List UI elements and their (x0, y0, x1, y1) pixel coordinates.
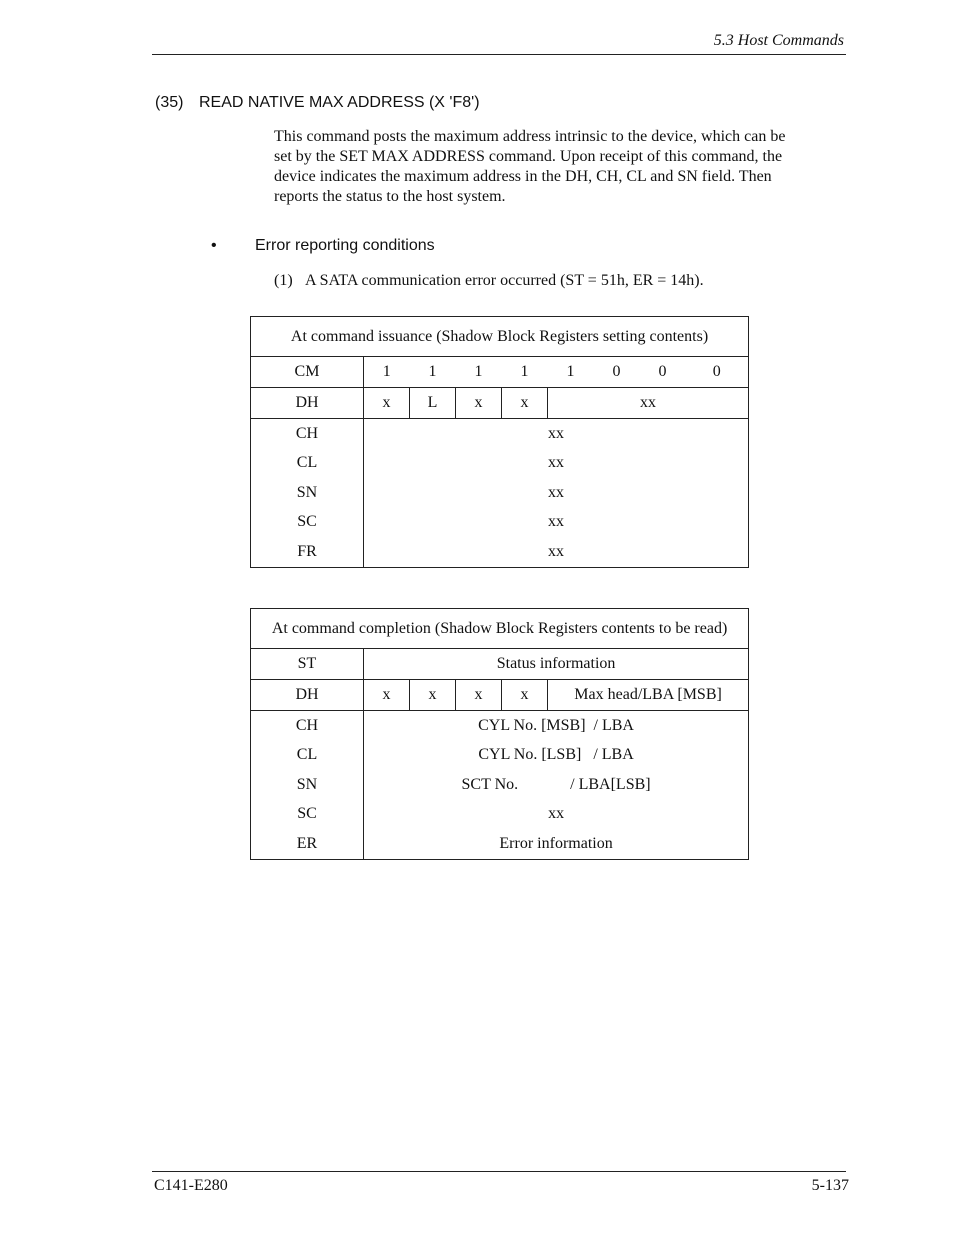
register-label-cl: CL (251, 449, 364, 479)
register-value-sn (364, 770, 749, 800)
cm-bit: 0 (594, 357, 640, 388)
register-label-er: ER (251, 829, 364, 859)
register-label-ch: CH (251, 419, 364, 449)
cyl-msb-value: CYL No. [MSB] / LBA (478, 716, 634, 734)
register-label-cm: CM (251, 357, 364, 388)
cm-bit: 1 (548, 357, 594, 388)
cm-bit: 0 (686, 357, 749, 388)
condition-text: A SATA communication error occurred (ST = 51h, ER = 14h). (305, 272, 704, 289)
document-id: C141-E280 (154, 1177, 228, 1194)
dh-head-value: xx (548, 388, 749, 419)
completion-caption: At command completion (Shadow Block Registers contents to be read) (251, 609, 749, 649)
register-value-er: Error information (364, 829, 749, 859)
register-value-sn: xx (364, 478, 749, 508)
dh-bit: L (410, 388, 456, 419)
sct-value: SCT No. / LBA[LSB] (461, 775, 651, 793)
cm-bit: 0 (640, 357, 686, 388)
cm-bit: 1 (502, 357, 548, 388)
dh-bit: x (502, 388, 548, 419)
register-label-dh: DH (251, 388, 364, 419)
dh-bit: x (456, 388, 502, 419)
header-rule (152, 54, 846, 55)
register-value-cl: xx (364, 449, 749, 479)
cm-bit: 1 (456, 357, 502, 388)
register-value-st: Status information (364, 649, 749, 680)
running-header: 5.3 Host Commands (713, 32, 844, 49)
dh-bit: x (502, 680, 548, 711)
bullet-icon: • (211, 237, 217, 254)
dh-bit: x (364, 388, 410, 419)
description-line: device indicates the maximum address in the DH, CH, CL and SN field. Then (274, 168, 772, 185)
page-number: 5-137 (811, 1177, 849, 1194)
register-label-sc: SC (251, 508, 364, 538)
cyl-lsb-value: CYL No. [LSB] / LBA (478, 746, 634, 764)
bullet-item (211, 237, 435, 255)
dh-bit: x (456, 680, 502, 711)
register-value-fr: xx (364, 537, 749, 567)
register-label-sn: SN (251, 770, 364, 800)
register-value-sc: xx (364, 800, 749, 830)
dh-head-value: Max head/LBA [MSB] (548, 680, 749, 711)
footer-rule (152, 1171, 846, 1172)
bullet-text: Error reporting conditions (255, 237, 435, 254)
cm-bit: 1 (364, 357, 410, 388)
register-label-cl: CL (251, 741, 364, 771)
issuance-register-table (250, 316, 749, 568)
condition-number: (1) (274, 272, 293, 289)
register-value-ch: xx (364, 419, 749, 449)
register-label-st: ST (251, 649, 364, 680)
completion-register-table (250, 608, 749, 860)
description-line: reports the status to the host system. (274, 188, 506, 205)
register-label-fr: FR (251, 537, 364, 567)
error-condition (274, 272, 704, 290)
issuance-caption: At command issuance (Shadow Block Registers setting contents) (251, 317, 749, 357)
section-number: (35) (155, 94, 184, 111)
register-label-sn: SN (251, 478, 364, 508)
dh-bit: x (364, 680, 410, 711)
cm-bit: 1 (410, 357, 456, 388)
register-value-cl (364, 741, 749, 771)
section-title: READ NATIVE MAX ADDRESS (X 'F8') (199, 94, 480, 111)
command-description (274, 127, 834, 207)
register-label-ch: CH (251, 711, 364, 741)
register-value-sc: xx (364, 508, 749, 538)
description-line: set by the SET MAX ADDRESS command. Upon receipt of this command, the (274, 148, 783, 165)
register-label-sc: SC (251, 800, 364, 830)
description-line: This command posts the maximum address intrinsic to the device, which can be (274, 128, 786, 145)
section-heading (155, 94, 480, 112)
dh-bit: x (410, 680, 456, 711)
register-label-dh: DH (251, 680, 364, 711)
register-value-ch (364, 711, 749, 741)
